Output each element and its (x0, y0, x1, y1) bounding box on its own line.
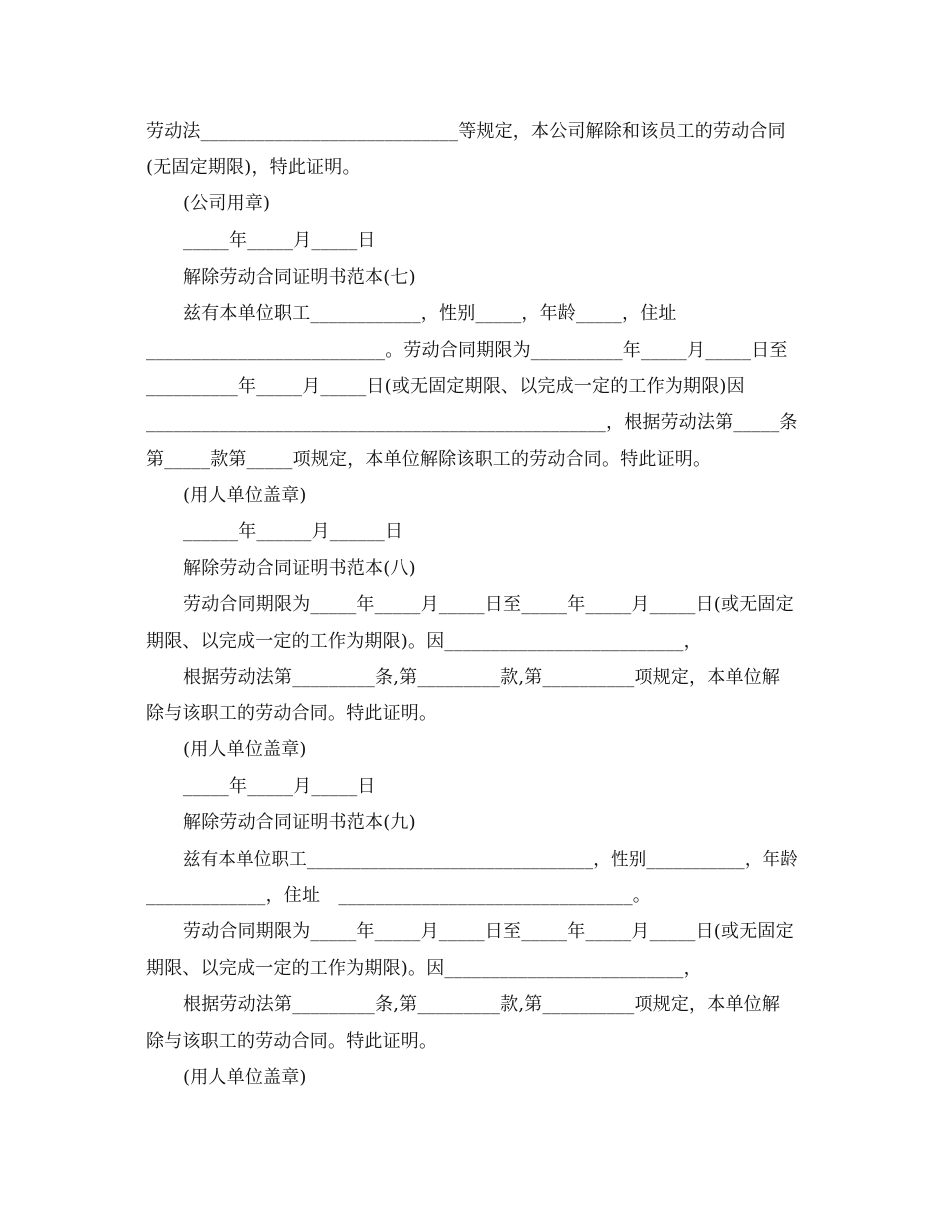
paragraph-line: 劳动合同期限为_____年_____月_____日至_____年_____月_____日(或无固定 (183, 594, 794, 615)
date-line: ______年______月______日 (183, 521, 404, 542)
paragraph-line: 兹有本单位职工________________________________，性别___________，年龄 (183, 850, 798, 870)
seal-label: (用人单位盖章) (183, 1067, 307, 1088)
paragraph-line: __________________________________________________，根据劳动法第_____条 (146, 412, 798, 433)
paragraph-line: 根据劳动法第_________条,第_________款,第__________项规定，本单位解 (183, 994, 781, 1015)
paragraph-line: 除与该职工的劳动合同。特此证明。 (146, 1031, 438, 1052)
paragraph-line: _____________，住址 ________________________________。 (146, 885, 651, 906)
paragraph-line: 期限、以完成一定的工作为期限)。因__________________________， (146, 631, 702, 652)
paragraph-line: 期限、以完成一定的工作为期限)。因__________________________， (146, 958, 702, 979)
seal-label: (用人单位盖章) (183, 485, 307, 506)
paragraph-line: (无固定期限)，特此证明。 (146, 157, 361, 178)
paragraph-line: 根据劳动法第_________条,第_________款,第__________项规定，本单位解 (183, 667, 781, 688)
paragraph-line: 除与该职工的劳动合同。特此证明。 (146, 703, 438, 724)
section-heading: 解除劳动合同证明书范本(八) (183, 558, 416, 579)
paragraph-line: 劳动合同期限为_____年_____月_____日至_____年_____月_____日(或无固定 (183, 921, 794, 942)
date-line: _____年_____月_____日 (183, 230, 376, 251)
section-heading: 解除劳动合同证明书范本(七) (183, 267, 416, 288)
section-heading: 解除劳动合同证明书范本(九) (183, 812, 416, 833)
seal-label: (用人单位盖章) (183, 739, 307, 760)
paragraph-line: 兹有本单位职工____________，性别_____，年龄_____，住址 (183, 303, 677, 324)
date-line: _____年_____月_____日 (183, 776, 376, 797)
seal-label: (公司用章) (183, 193, 271, 214)
paragraph-line: __________________________。劳动合同期限为__________年_____月_____日至 (146, 340, 788, 361)
paragraph-line: __________年_____月_____日(或无固定期限、以完成一定的工作为期限)因 (146, 376, 745, 397)
paragraph-line: 劳动法____________________________等规定，本公司解除和该员工的劳动合同 (146, 121, 786, 142)
paragraph-line: 第_____款第_____项规定，本单位解除该职工的劳动合同。特此证明。 (146, 449, 712, 470)
